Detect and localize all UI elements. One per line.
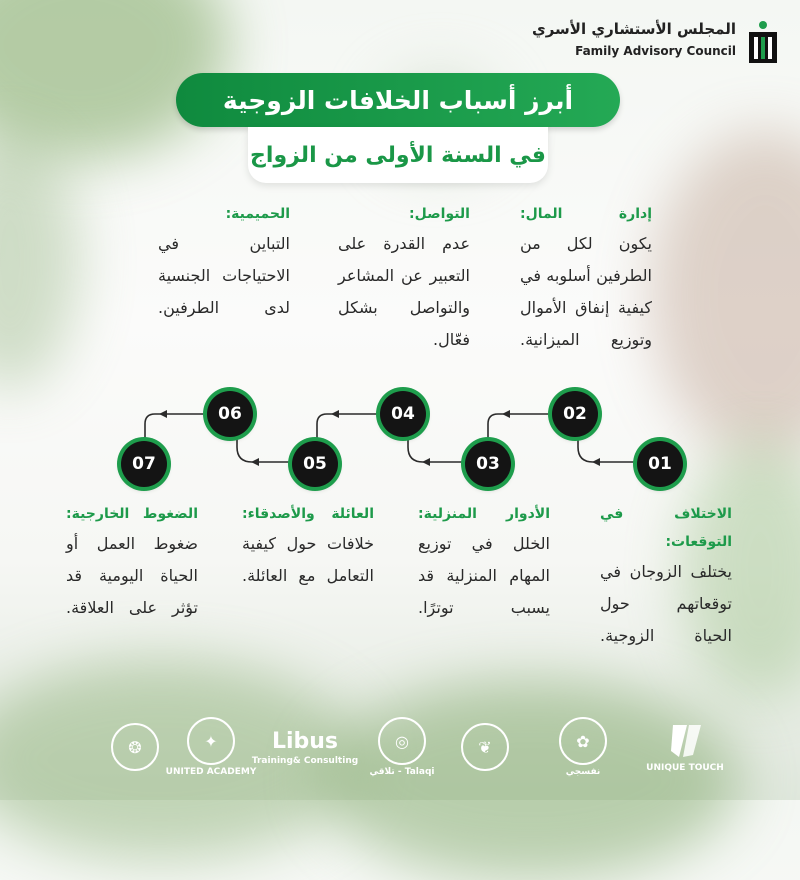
item-heading: الحميمية: xyxy=(225,206,290,222)
item-household-roles xyxy=(418,500,550,624)
item-heading: التواصل: xyxy=(409,206,470,222)
partner-academy-seal xyxy=(100,712,170,782)
partner-united-academy xyxy=(165,712,257,782)
page-title: أبرز أسباب الخلافات الزوجية xyxy=(176,73,620,127)
page-subtitle: في السنة الأولى من الزواج xyxy=(248,127,548,183)
step-node-01: 01 xyxy=(637,441,683,487)
step-node-03: 03 xyxy=(465,441,511,487)
partner-libus xyxy=(250,712,360,782)
partner-caption: تلاقي - Talaqi xyxy=(369,767,435,777)
seal-icon: ❂ xyxy=(111,723,159,771)
item-heading: العائلة والأصدقاء: xyxy=(242,506,374,522)
step-node-04: 04 xyxy=(380,391,426,437)
org-name-en: Family Advisory Council xyxy=(575,44,736,58)
partner-emblem xyxy=(450,712,520,782)
unique-touch-icon xyxy=(665,721,705,761)
item-body: يكون لكل من الطرفين أسلوبه في كيفية إنفاق الأموال وتوزيع الميزانية. xyxy=(520,234,652,349)
partner-unique-touch xyxy=(640,712,730,782)
item-body: يختلف الزوجان في توقعاتهم حول الحياة الزوجية. xyxy=(600,562,732,645)
emblem-icon: ❦ xyxy=(461,723,509,771)
org-name-ar: المجلس الأستشاري الأسري xyxy=(531,20,736,38)
item-body: عدم القدرة على التعبير عن المشاعر والتواصل بشكل فعّال. xyxy=(338,234,470,349)
item-expectations xyxy=(600,500,732,652)
item-body: الخلل في توزيع المهام المنزلية قد يسبب توترًا. xyxy=(418,534,550,617)
item-external-pressure xyxy=(66,500,198,624)
partner-talaqi xyxy=(362,712,442,782)
partner-caption: UNIQUE TOUCH xyxy=(646,763,724,773)
rose-icon: ✿ xyxy=(559,717,607,765)
partner-caption: نفسجي xyxy=(565,767,601,777)
step-node-06: 06 xyxy=(207,391,253,437)
step-node-02: 02 xyxy=(552,391,598,437)
step-node-07: 07 xyxy=(121,441,167,487)
partner-caption: Training& Consulting xyxy=(251,755,359,766)
partner-nafsji xyxy=(548,712,618,782)
talaqi-icon: ◎ xyxy=(378,717,426,765)
step-node-05: 05 xyxy=(292,441,338,487)
item-heading: الاختلاف في التوقعات: xyxy=(600,506,732,550)
item-heading: الأدوار المنزلية: xyxy=(418,506,550,522)
item-heading: إدارة المال: xyxy=(520,206,652,222)
item-family-friends xyxy=(242,500,374,592)
partner-caption: UNITED ACADEMY xyxy=(165,767,257,777)
libus-wordmark: Libus xyxy=(271,728,339,754)
item-body: ضغوط العمل أو الحياة اليومية قد تؤثر على العلاقة. xyxy=(66,534,198,617)
partner-logos xyxy=(100,712,724,782)
academy-icon: ✦ xyxy=(187,717,235,765)
item-body: خلافات حول كيفية التعامل مع العائلة. xyxy=(242,534,374,585)
item-heading: الضغوط الخارجية: xyxy=(66,506,198,522)
item-body: التباين في الاحتياجات الجنسية لدى الطرفين. xyxy=(158,234,290,317)
